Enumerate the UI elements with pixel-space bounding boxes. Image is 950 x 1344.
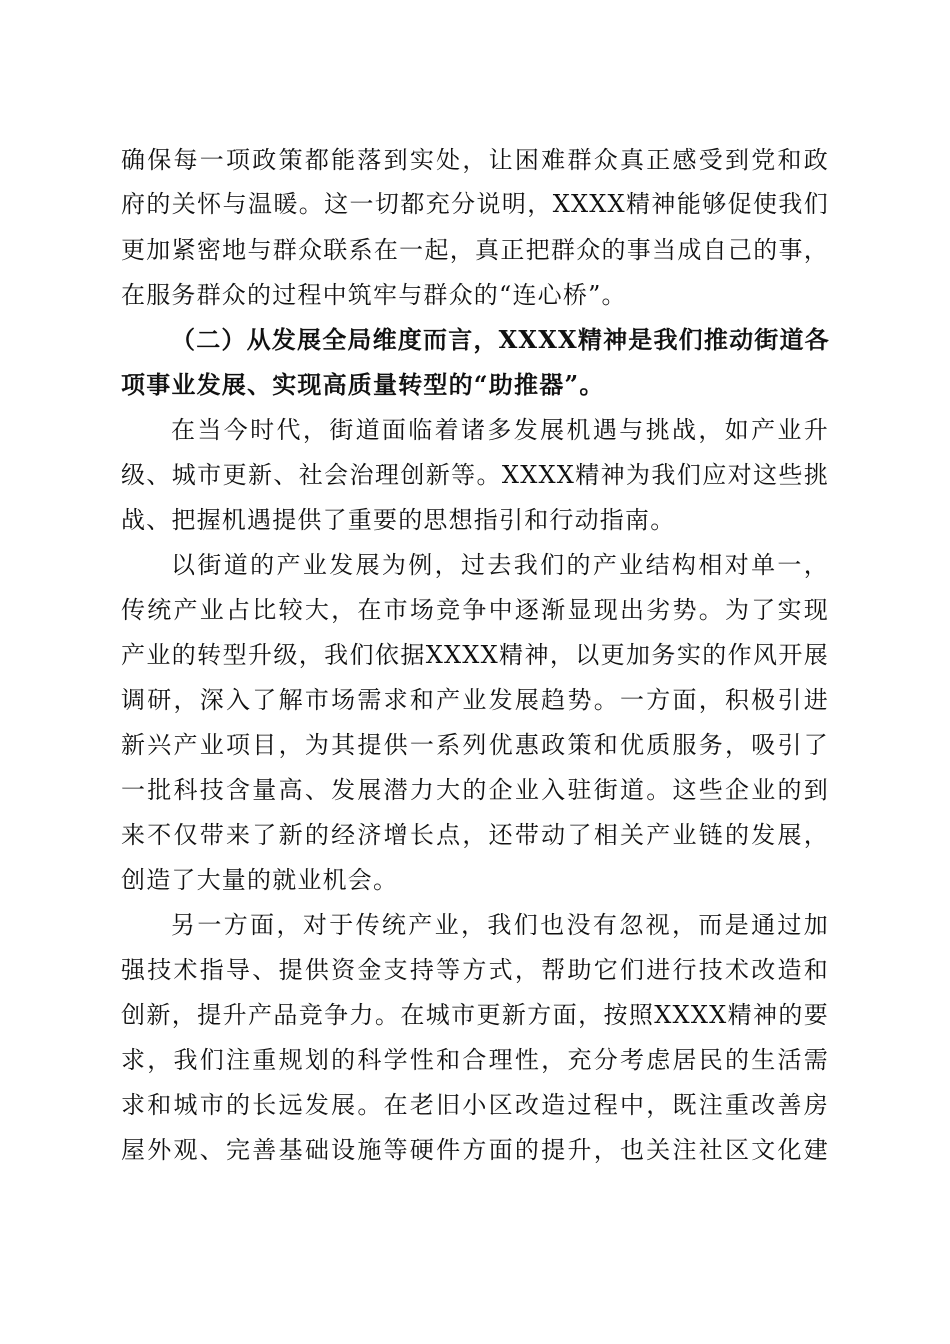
text-line: 确保每一项政策都能落到实处，让困难群众真正感受到党和政 — [121, 146, 829, 174]
text-line: 更加紧密地与群众联系在一起，真正把群众的事当成自己的事， — [121, 236, 829, 264]
text-line: 战、把握机遇提供了重要的思想指引和行动指南。 — [121, 506, 676, 534]
text-line: 创新，提升产品竞争力。在城市更新方面，按照XXXX精神的要 — [121, 1001, 829, 1029]
text-line: 传统产业占比较大，在市场竞争中逐渐显现出劣势。为了实现 — [121, 596, 829, 624]
text-line: 一批科技含量高、发展潜力大的企业入驻街道。这些企业的到 — [121, 776, 829, 804]
text-line: 强技术指导、提供资金支持等方式，帮助它们进行技术改造和 — [121, 956, 829, 984]
text-line: 调研，深入了解市场需求和产业发展趋势。一方面，积极引进 — [121, 686, 829, 714]
text-line: 在当今时代，街道面临着诸多发展机遇与挑战，如产业升 — [171, 416, 829, 444]
text-line: 以街道的产业发展为例，过去我们的产业结构相对单一， — [171, 551, 829, 579]
text-line: 产业的转型升级，我们依据XXXX精神，以更加务实的作风开展 — [121, 641, 829, 669]
text-line: 求，我们注重规划的科学性和合理性，充分考虑居民的生活需 — [121, 1046, 829, 1074]
text-line: 级、城市更新、社会治理创新等。XXXX精神为我们应对这些挑 — [121, 461, 829, 489]
text-line: 创造了大量的就业机会。 — [121, 866, 399, 894]
text-line: 屋外观、完善基础设施等硬件方面的提升，也关注社区文化建 — [121, 1136, 829, 1164]
text-line: 在服务群众的过程中筑牢与群众的“连心桥”。 — [121, 281, 627, 309]
text-line: 府的关怀与温暖。这一切都充分说明，XXXX精神能够促使我们 — [121, 190, 829, 218]
section-heading: （二）从发展全局维度而言，XXXX精神是我们推动街道各 — [171, 325, 830, 354]
text-line: 另一方面，对于传统产业，我们也没有忽视，而是通过加 — [171, 911, 829, 939]
text-line: 求和城市的长远发展。在老旧小区改造过程中，既注重改善房 — [121, 1091, 829, 1119]
section-heading: 项事业发展、实现高质量转型的“助推器”。 — [121, 370, 605, 399]
text-line: 来不仅带来了新的经济增长点，还带动了相关产业链的发展， — [121, 821, 829, 849]
text-line: 新兴产业项目，为其提供一系列优惠政策和优质服务，吸引了 — [121, 731, 829, 759]
